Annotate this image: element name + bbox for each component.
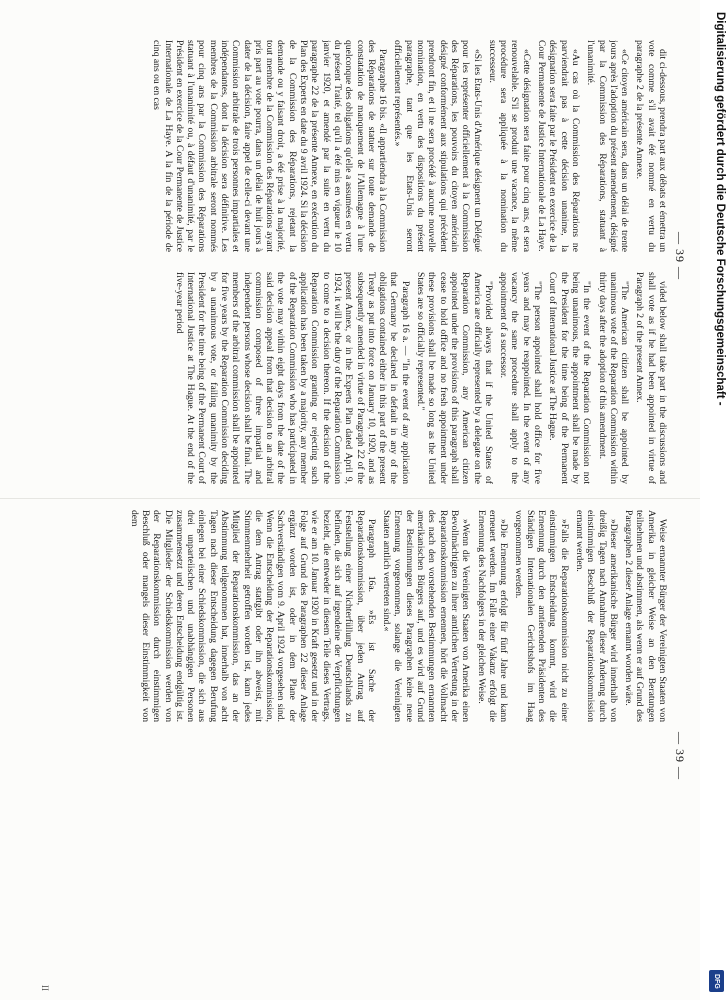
signature-mark: II (40, 985, 50, 991)
paragraph: »Wenn die Vereinigten Staaten von Amerika einen Bevollmächtigten zu ihrer amtlichen Vertretung in der Reparationskommission ernennen, hört die Vollmacht des nach den vorstehenden Bestimmungen ernannten amerikanischen Bürgers auf, und es wird auf Grund der Bestimmungen dieses Paragraphen keine neue Ernennung vorgenommen, solange die Vereinigten Staaten amtlich vertreten sind.« (381, 510, 472, 722)
german-text-column (8, 510, 668, 722)
paragraph: Paragraphe 16 bis. «Il appartiendra à la Commission des Réparations de statuer sur toute demande de constatation de manquement de l'Allemagne à l'une quelconque des obligations qu'elle a assumées en vertu du présent Traité, tel qu'il a été mis en vigueur le 10 janvier 1920, et amendé par la suite en vertu du paragraphe 22 de la présente Annexe, en exécution du Plan des Experts en date du 9 avril 1924. Si la décision de la Commission des Réparations, rejetant la demande ou y faisant droit, a été prise à la majorité, tout membre de la Commission des Réparations ayant pris part au vote pourra, dans un délai de huit jours à dater de la décision, faire appel de celle-ci devant une Commission arbitrale de trois personnes impartiales et indépendantes, dont la décision sera définitive. Les membres de la Commission arbitrale seront nommés pour cinq ans par la Commission des Réparations statuant à l'unanimité ou, à défaut d'unanimité, par le Président en exercice de la Cour Permanente de Justice Internationale de La Haye. A la fin de la période de cinq ans ou en cas (151, 40, 389, 252)
paragraph: "The person appointed shall hold office for five years and may be reappointed. In the event of any vacancy the same procedure shall apply to the appointment of a successor. (498, 272, 544, 484)
paragraph: «Si les Etats-Unis d'Amérique désignent un Délégué pour les représenter officiellement à la Commission des Réparations, les pouvoirs du citoyen américain désigné conformément aux stipulations qui précèdent prendront fin, et il ne sera procédé à aucune nouvelle nomination, en vertu des dispositions du présent paragraphe, tant que les Etats-Unis seront officiellement représentés.» (392, 40, 483, 252)
paragraph: "Provided always that if the United States of America are officially represented by a delegate on the Reparation Commission, any American citizen appointed under the provisions of this paragraph shall cease to hold office and no fresh appointment under these provisions shall be made so long as the United States are so officially represented." (415, 272, 494, 484)
paragraph: »Die Ernennung erfolgt für fünf Jahre und kann erneuert werden. Im Falle einer Vakanz erfolgt die Ernennung des Nachfolgers in der gleichen Weise. (475, 510, 510, 722)
funding-notice: Digitalisierung gefördert durch die Deutsche Forschungsgemeinschaft - (714, 12, 726, 406)
page-number-right: — 39 — (673, 732, 687, 780)
paragraph: "In the event of the Reparation Commission not being unanimous, the appointment shall be made by the President for the time being of the Permanent Court of International Justice at The Hague. (547, 272, 593, 484)
paragraph: "The American citizen shall be appointed by unanimous vote of the Reparation Commission within thirty days after the adoption of this amendment. (596, 272, 631, 484)
dfg-logo: DFG (709, 970, 724, 992)
page-number-left: — 39 — (673, 232, 687, 280)
paragraph: vided below shall take part in the discussions and shall vote as if he had been appointed in virtue of Paragraph 2 of the present Annex. (634, 272, 668, 484)
paragraph: Paragraph 16 a. — "In the event of any application that Germany be declared in default in any of the obligations contained either in this part of the present Treaty as put into force on January 10, 1920, and as subsequently amended in virtue of Paragraph 22 of the present Annex, or in the Experts Plan dated April 9, 1924, it will be the duty of the Reparation Commission to come to a decision thereon. If the decision of the Reparation Commission granting or rejecting such application has been taken by a majority, any member of the Reparation Commission who has participated in the vote may within eight days from the date of the said decision appeal from that decision to an arbitral commission composed of three impartial and independent persons whose decision shall be final. The members of the arbitral commission shall be appointed for five years by the Reparation Commission deciding by a unanimous vote, or failing unanimity by the President for the time being of the Permanent Court of International Justice at The Hague. At the end of the five-year period (173, 272, 411, 484)
paragraph: Weise ernannter Bürger der Vereinigten Staaten von Amerika in gleicher Weise an den Beratungen teilnehmen und abstimmen, als wenn er auf Grund des Paragraphen 2 dieser Anlage ernannt worden wäre. (623, 510, 668, 722)
digitization-footer (707, 0, 727, 1000)
paragraph: dit ci-dessous, prendra part aux débats et émettra un vote comme s'il avait été nommé en vertu du paragraphe 2 de la présente Annexe. (634, 40, 668, 252)
page-fold-divider (0, 498, 700, 499)
page-header (673, 0, 687, 1000)
paragraph: »Falls die Reparationskommission nicht zu einer einstimmigen Entscheidung kommt, wird die Ernennung durch den amtierenden Präsidenten des Ständigen Internationalen Gerichtshofs im Haag vorgenommen werden. (513, 510, 570, 722)
paragraph: «Au cas où la Commission des Réparations ne parviendrait pas à cette décision unanime, la désignation sera faite par le Président en exercice de la Cour Permanente de Justice Internationale de La Haye. (536, 40, 581, 252)
english-text-column (8, 272, 668, 484)
paragraph: «Ce citoyen américain sera, dans un délai de trente jours après l'adoption du présent amendement, désigné par la Commission des Réparations, statuant à l'unanimité. (585, 40, 631, 252)
paragraph: «Cette désignation sera faite pour cinq ans, et sera renouvelable. S'il se produit une vacance, la même procédure sera appliquée à la nomination du successeur. (486, 40, 532, 252)
french-text-column (8, 40, 668, 252)
paragraph: Paragraph 16a. »Es ist Sache der Reparationskommission, über jeden Antrag auf Feststellung einer Nichterfüllung Deutschlands zu befinden, die sich auf irgendeine der Verpflichtungen bezieht, die entweder in diesem Teile dieses Vertrags, wie er am 10. Januar 1920 in Kraft gesetzt und in der Folge auf Grund des Paragraphen 22 dieser Anlage ergänzt worden ist, oder in dem Plane der Sachverständigen vom 9. April 1924 vorgesehen sind. Wenn die Entscheidung der Reparationskommission, die dem Antrag stattgibt oder ihn abweist, mit Stimmenmehrheit getroffen worden ist, kann jedes Mitglied der Reparationskommission, das an der Abstimmung teilgenommen hat, innerhalb von acht Tagen nach dieser Entscheidung dagegen Berufung einlegen bei einer Schiedskommission, die sich aus drei unparteiischen und unabhängigen Personen zusammensetzt und deren Entscheidung endgültig ist. Die Mitglieder der Schiedskommission werden von der Reparationskommission durch einstimmigen Beschluß oder mangels dieser Einstimmigkeit von dem (128, 510, 377, 722)
paragraph: »Dieser amerikanische Bürger wird innerhalb von dreißig Tagen nach Annahme dieser Änderung durch einstimmigen Beschluß der Reparationskommission ernannt werden. (573, 510, 619, 722)
